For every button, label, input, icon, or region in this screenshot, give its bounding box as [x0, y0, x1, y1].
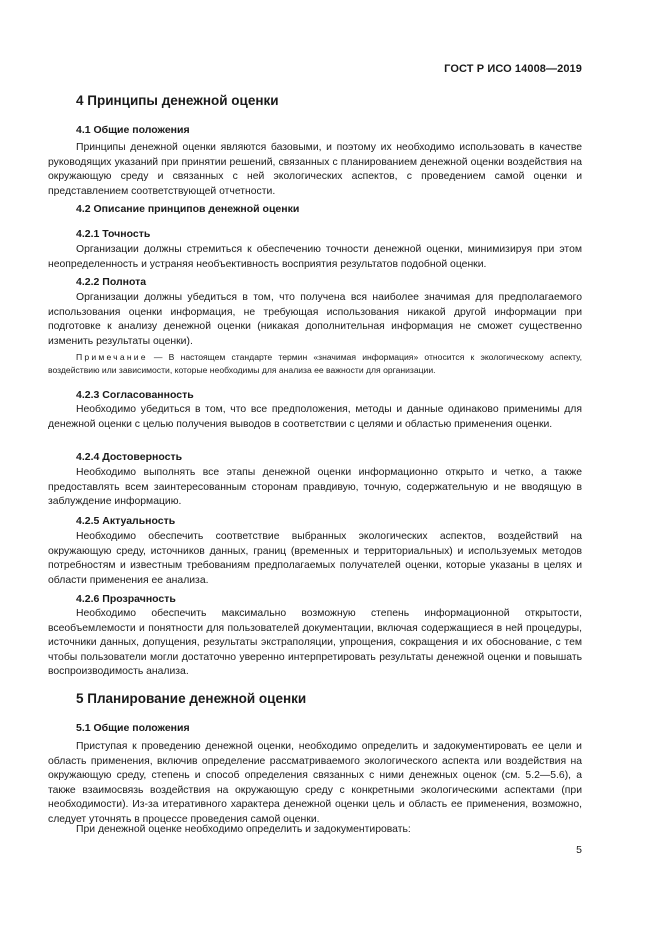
- section-4-2-1-title: 4.2.1 Точность: [76, 228, 151, 240]
- note-text: — В настоящем стандарте термин «значимая информация» относится к экологическому аспекту, воздействию или зависимости, которые необходимы для анализа ее важности для организации.: [48, 352, 582, 375]
- section-4-2-3-text: Необходимо убедиться в том, что все предположения, методы и данные одинаково применимы для денежной оценки с целью получения выводов в соответствии с целями и областью применения оценки.: [48, 404, 582, 430]
- section-5-1-title: 5.1 Общие положения: [76, 722, 190, 734]
- section-4-2-3-title: 4.2.3 Согласованность: [76, 389, 194, 401]
- section-4-2-2-text: Организации должны убедиться в том, что получена вся наиболее значимая для предполагаемого использования оценки информация, не требующая использования никакой другой информации при подготовке к анализу денежной оценки (никакая дополнительная информация не сможет существенно изменить результаты оценки).: [48, 292, 582, 347]
- section-4-2-5-text: Необходимо обеспечить соответствие выбранных экологических аспектов, воздействий на окружающую среду, источников данных, границ (временных и территориальных) и используемых методов потребностям и известным требованиям предполагаемых получателей оценки, которые указаны в целях и области применения ее анализа.: [48, 531, 582, 586]
- section-4-2-title: 4.2 Описание принципов денежной оценки: [76, 203, 300, 215]
- section-4-2-4-text: Необходимо выполнять все этапы денежной оценки информационно открыто и четко, а также предоставлять всем заинтересованным сторонам правдивую, точную, содержательную и не вводящую в заблуждение информацию.: [48, 467, 582, 508]
- section-4-title: 4 Принципы денежной оценки: [76, 93, 279, 108]
- section-5-1-text: Приступая к проведению денежной оценки, необходимо определить и задокументировать ее цели и область применения, включив определение рассматриваемого экологического аспекта или воздействия на окружающую среду, степень и способ определения связанных с ними денежных оценок (см. 5.2—5.6), а также взаимосвязь воздействия на окружающую среду с конкретными экологическими аспектами (при необходимости). Из-за итеративного характера денежной оценки цель и область ее применения, возможно, следует уточнять в процессе проведения самой оценки.: [48, 741, 582, 825]
- section-4-2-2-note: [48, 351, 582, 377]
- section-4-2-1-text: Организации должны стремиться к обеспечению точности денежной оценки, минимизируя при этом неопределенность и устраняя необъективность восприятия результатов подобной оценки.: [48, 244, 582, 270]
- document-code: ГОСТ Р ИСО 14008—2019: [444, 63, 582, 75]
- note-label: Примечание: [76, 352, 148, 362]
- section-4-2-4-title: 4.2.4 Достоверность: [76, 451, 183, 463]
- page-number: 5: [576, 844, 582, 856]
- section-5-title: 5 Планирование денежной оценки: [76, 691, 307, 706]
- section-4-1-title: 4.1 Общие положения: [76, 124, 190, 136]
- section-4-1-text: Принципы денежной оценки являются базовыми, и поэтому их необходимо использовать в качестве руководящих указаний при принятии решений, связанных с планированием денежной оценки воздействия на окружающую среду и связанных с ней экологических аспектов, с проведением самой оценки и представлением соответствующей отчетности.: [48, 142, 582, 197]
- section-4-2-6-title: 4.2.6 Прозрачность: [76, 593, 176, 605]
- section-5-1-text-2: При денежной оценке необходимо определить и задокументировать:: [76, 824, 411, 835]
- section-4-2-6-text: Необходимо обеспечить максимально возможную степень информационной открытости, всеобъемлемости и понятности для пользователей документации, включая содержащиеся в ней процедуры, источники данных, допущения, результаты экстраполяции, упрощения, сокращения и их обоснование, с тем чтобы пользователи могли достаточно уверенно интерпретировать результаты денежной оценки и повышать воспроизводимость анализа.: [48, 608, 582, 678]
- section-4-2-2-title: 4.2.2 Полнота: [76, 276, 147, 288]
- section-4-2-5-title: 4.2.5 Актуальность: [76, 515, 176, 527]
